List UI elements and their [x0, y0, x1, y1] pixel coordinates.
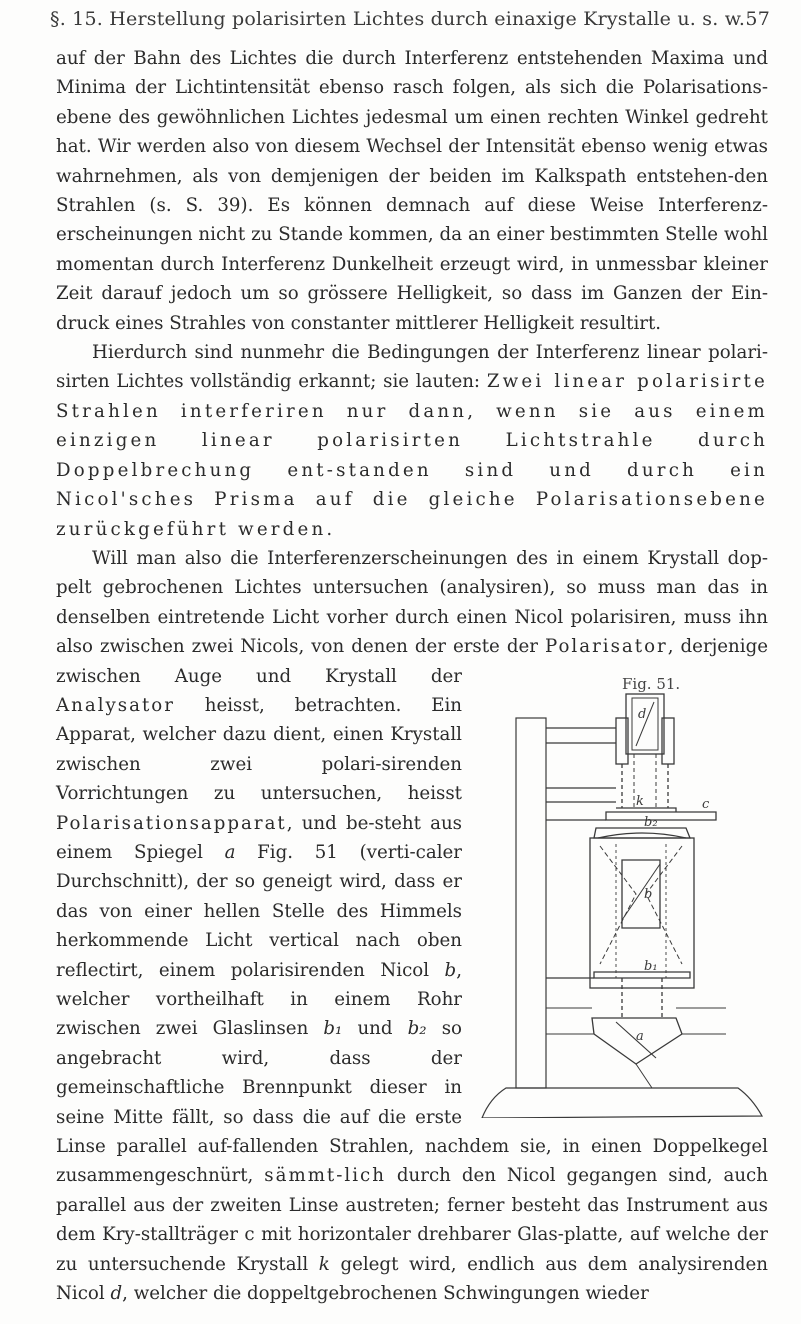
p3-part-a: Will man also die Interferenzerscheinungen des in einem Krystall dop-pelt gebrochenen Lichtes untersuchen (analysiren), so muss man das in denselben eintretende Licht vorher durch einen Nicol polarisiren, muss ihn also zwischen zwei Nicols, von denen der erste der [56, 547, 768, 658]
p3-part-e: Fig. 51 (verti-caler Durchschnitt), der so geneigt wird, dass er das von einer hellen Stelle des Himmels herkommende Licht vertical nach oben reflectirt, einem polarisirenden Nicol [56, 841, 462, 981]
p3-part-g: so angebracht wird, dass der gemeinschaftliche Brennpunkt dieser in seine Mitte fällt, so dass die auf die erste Linse parallel auf-fallenden Strahlen, nachdem sie, in einen Doppelkegel zusammengeschnürt, [56, 1018, 768, 1187]
figure-51 [476, 662, 768, 1122]
term-analysator: Analysator [56, 694, 175, 716]
letter-b: b [444, 959, 457, 981]
polarisation-apparatus-diagram [476, 688, 768, 1118]
label-k: k [636, 793, 644, 809]
label-c: c [702, 796, 710, 812]
page-number: 57 [745, 8, 770, 30]
p3-part-b: , derjenige zwischen Auge und Krystall der [56, 636, 768, 687]
label-a: a [636, 1028, 644, 1044]
letter-b1: b₁ [323, 1018, 343, 1040]
figure-caption: Fig. 51. [622, 674, 681, 693]
letter-d: d [110, 1283, 123, 1305]
running-header [50, 8, 770, 38]
term-polarisationsapparat: Polarisationsapparat [56, 812, 287, 834]
nicol-prism [622, 860, 660, 928]
word-und: und [357, 1018, 393, 1040]
p3-part-h: durch den Nicol gegangen sind, auch parallel aus der zweiten Linse austreten; ferner besteht das Instrument aus dem Kry-stallträger c mit horizontaler drehbarer Glas-platte, auf welche der zu untersuchende Krystall [56, 1165, 768, 1275]
p3-part-f: , welcher vortheilhaft in einem Rohr zwischen zwei Glaslinsen [56, 959, 462, 1040]
label-b2: b₂ [644, 814, 658, 830]
p3-part-i: gelegt wird, endlich aus dem analysirenden Nicol [56, 1253, 768, 1305]
p3-part-j: , welcher die doppeltgebrochenen Schwingungen wieder [122, 1283, 649, 1305]
label-b1: b₁ [644, 958, 658, 974]
paragraph-1: auf der Bahn des Lichtes die durch Interferenz entstehenden Maxima und Minima der Lichtintensität ebenso rasch folgen, als sich die Polarisations-ebene des gewöhnlichen Lichtes jedesmal um einen rechten Winkel gedreht hat. Wir werden also von diesem Wechsel der Intensität ebenso wenig etwas wahrnehmen, als von demjenigen der beiden im Kalkspath entstehen-den Strahlen (s. S. 39). Es können demnach auf diese Weise Interferenz-erscheinungen nicht zu Stande kommen, da an einer bestimmten Stelle wohl momentan durch Interferenz Dunkelheit erzeugt wird, in unmessbar kleiner Zeit darauf jedoch um so grössere Helligkeit, so dass im Ganzen der Ein-druck eines Strahles von constanter mittlerer Helligkeit resultirt. [56, 48, 768, 334]
header-title [50, 8, 745, 30]
label-b: b [644, 886, 653, 902]
crystal-stage [606, 812, 716, 820]
base-plate [482, 1088, 762, 1118]
label-d: d [638, 706, 647, 722]
letter-b2: b₂ [407, 1018, 427, 1040]
section-number: §. 15. [50, 8, 103, 30]
p3-part-c: heisst, betrachten. Ein Apparat, welcher dazu dient, einen Krystall zwischen zwei polari-sirenden Vorrichtungen zu untersuchen, heisst [56, 694, 462, 805]
word-saemmtlich: sämmt-lich [264, 1165, 386, 1187]
paragraph-3 [56, 544, 768, 1309]
interference-rule: Zwei linear polarisirte Strahlen interferiren nur dann, wenn sie aus einem einzigen linear polarisirten Lichtstrahle durch Doppelbrechung ent-standen sind und durch ein Nicol'sches Prisma auf die gleiche Polarisationsebene zurückgeführt werden. [56, 371, 768, 540]
pillar [516, 718, 546, 1088]
lens-b2 [598, 833, 686, 838]
lens-b1 [594, 972, 690, 978]
paragraph-2-intro: Hierdurch sind nunmehr die Bedingungen der Interferenz linear polari-sirten Lichtes vollständig erkannt; sie lauten: [56, 342, 768, 393]
term-polarisator: Polarisator [544, 636, 668, 658]
chapter-title: Herstellung polarisirten Lichtes durch einaxige Krystalle u. s. w. [109, 8, 746, 30]
body-text [56, 44, 768, 1308]
paragraph-2 [56, 338, 768, 544]
letter-k: k [318, 1253, 330, 1275]
letter-a: a [224, 841, 236, 863]
p3-part-d: , und be-steht aus einem Spiegel [56, 812, 462, 863]
